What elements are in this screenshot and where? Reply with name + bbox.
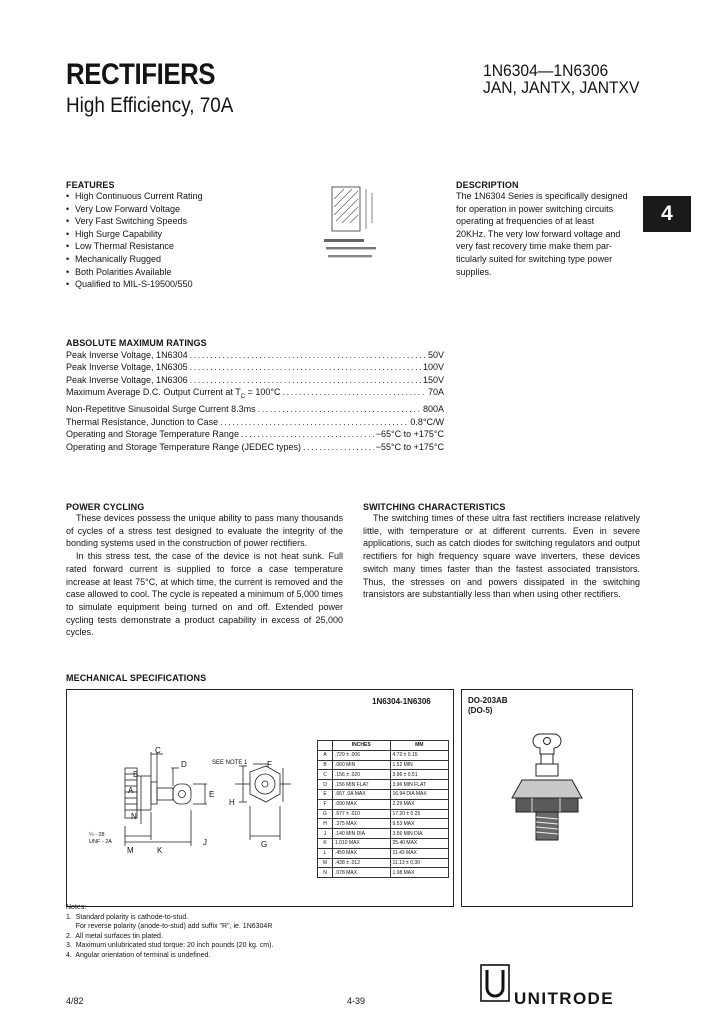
qualification-levels: JAN, JANTX, JANTXV [483, 78, 640, 97]
section-tab: 4 [643, 196, 691, 232]
table-cell: .677 ± .010 [333, 809, 391, 819]
notes-section [66, 903, 273, 961]
table-cell: L [318, 848, 333, 858]
table-cell: A [318, 750, 333, 760]
table-cell: 2.29 MAX [390, 799, 449, 809]
footer-date: 4/82 [66, 996, 84, 1006]
table-cell: C [318, 770, 333, 780]
dim-letter-n: N [131, 812, 137, 821]
table-cell: .078 MAX [333, 868, 391, 878]
mechanical-outline-drawing [67, 690, 317, 904]
leader-dots [220, 416, 408, 428]
rating-label: Peak Inverse Voltage, 1N6306 [66, 374, 188, 385]
feature-item: • Very Fast Switching Speeds [66, 215, 306, 228]
rating-row [66, 441, 444, 453]
table-header-cell: MM [390, 741, 449, 751]
leader-dots [190, 374, 421, 386]
table-cell: 3.96 MIN FLAT [390, 780, 449, 790]
table-cell: E [318, 789, 333, 799]
feature-item: • High Continuous Current Rating [66, 190, 306, 203]
ratings-section [66, 338, 444, 453]
switching-section [363, 502, 640, 601]
rating-label: Thermal Resistance, Junction to Case [66, 416, 219, 427]
rating-row [66, 374, 444, 386]
description-line: ticularly suited for switching type power [456, 253, 613, 264]
rating-label: Non-Repetitive Sinusoidal Surge Current 8.3ms [66, 404, 256, 415]
rating-value: 50V [427, 350, 444, 360]
power-cycling-section [66, 502, 343, 639]
part-numbers [483, 62, 639, 96]
dim-letter-c: C [155, 746, 161, 755]
table-row [318, 809, 449, 819]
table-header-cell [318, 741, 333, 751]
dim-letter-b: B [133, 770, 139, 779]
description-line: 20KHz. The very low forward voltage and [456, 228, 621, 239]
description-line: for operation in power switching circuits [456, 203, 614, 214]
table-cell: .667 .0A MAX [333, 789, 391, 799]
dim-letter-a: A [128, 786, 134, 795]
table-cell: 1.98 MAX [390, 868, 449, 878]
unitrode-logo-icon [480, 964, 510, 1004]
table-cell: 1.010 MAX [333, 838, 391, 848]
notes-heading: Notes: [66, 904, 87, 911]
rating-label: Maximum Average D.C. Output Current at $T_C = 100^\circ C$ [66, 387, 281, 401]
dim-letter-h: H [229, 798, 235, 807]
dimensions-table [317, 740, 449, 878]
rating-row [66, 349, 444, 361]
leader-dots [190, 349, 426, 361]
description-line: very fast recovery time make them par- [456, 241, 613, 252]
table-cell: 3.56 MIN DIA [390, 829, 449, 839]
paragraph: The switching times of these ultra fast rectifiers increase relatively little, with temperature or at different currents. Even in severe applications, such as catch diodes for switching regulators and output rectifiers for high frequency square wave inverters, these devices switch many times faster than the fastest associated transistors. Thus, the stresses on and powers dissipated in the switching transistors are substantially less than when using other rectifiers. [363, 513, 640, 600]
table-row [318, 750, 449, 760]
table-row [318, 848, 449, 858]
table-cell: 3.96 ± 0.51 [390, 770, 449, 780]
paragraph: In this stress test, the case of the device is not heat sunk. Full rated forward current is supplied to force a case temperature increase at least 75°C, at which time, the current is removed and the case allowed to cool. The cycle is repeated a minimum of 5,000 times to simulate equipment being turned on and off. Extended power cycling tests demonstrate a product capability in excess of 25,000 cycles. [66, 551, 343, 638]
package-label [468, 696, 508, 716]
description-line: supplies. [456, 266, 492, 277]
table-cell: .090 MAX [333, 799, 391, 809]
note-item: 1. Standard polarity is cathode-to-stud. [66, 913, 189, 921]
table-header-cell: INCHES [333, 741, 391, 751]
table-row [318, 819, 449, 829]
table-cell: .375 MAX [333, 819, 391, 829]
ratings-table [66, 349, 444, 453]
features-section [66, 180, 306, 291]
dim-letter-e: E [209, 790, 215, 799]
leader-dots [190, 361, 421, 373]
note-item: 4. Angular orientation of terminal is undefined. [66, 951, 211, 959]
table-cell: 17.20 ± 0.25 [390, 809, 449, 819]
table-cell: 9.53 MAX [390, 819, 449, 829]
table-cell: 25.40 MAX [390, 838, 449, 848]
rating-value: −65°C to +175°C [375, 429, 444, 440]
table-cell: 11.13 ± 0.30 [390, 858, 449, 868]
feature-item: • High Surge Capability [66, 228, 306, 241]
page-title: RECTIFIERS [66, 58, 216, 91]
dim-letter-j: J [203, 838, 207, 847]
mechanical-drawing-box [66, 689, 454, 907]
note-item: 3. Maximum unlubricated stud torque: 20 inch pounds (20 kg. cm). [66, 942, 274, 950]
rating-row [66, 403, 444, 415]
table-row [318, 780, 449, 790]
rating-value: 100V [422, 362, 444, 373]
description-heading: DESCRIPTION [456, 180, 519, 190]
package-do: (DO-5) [468, 706, 493, 715]
mechanical-part-label: 1N6304-1N6306 [372, 697, 431, 706]
leader-dots [258, 403, 421, 415]
leader-dots [303, 441, 374, 453]
leader-dots [282, 386, 426, 403]
feature-item: • Both Polarities Available [66, 266, 306, 279]
rating-row [66, 386, 444, 403]
see-note-label: SEE NOTE 1 [212, 760, 248, 766]
notes-list [66, 913, 273, 961]
features-list [66, 190, 306, 291]
table-cell: .450 MAX [333, 848, 391, 858]
feature-item: • Low Thermal Resistance [66, 240, 306, 253]
note-item: 2. All metal surfaces tin plated. [66, 932, 163, 940]
table-row [318, 799, 449, 809]
table-cell: M [318, 858, 333, 868]
table-cell: D [318, 780, 333, 790]
table-cell: 4.72 ± 0.15 [390, 750, 449, 760]
table-row [318, 858, 449, 868]
table-cell: .156 MIN FLAT [333, 780, 391, 790]
rating-value: 70A [427, 387, 444, 398]
table-cell: H [318, 819, 333, 829]
dim-letter-f: F [267, 760, 272, 769]
package-box [461, 689, 633, 907]
table-cell: N [318, 868, 333, 878]
paragraph: These devices possess the unique ability to pass many thousands of cycles of a stress test designed to evaluate the integrity of the bonding systems used in the construction of power rectifiers. [66, 513, 343, 549]
table-cell: .438 ± .012 [333, 858, 391, 868]
description-text [456, 190, 641, 278]
table-cell: B [318, 760, 333, 770]
dim-letter-d: D [181, 760, 187, 769]
table-cell: .156 ± .020 [333, 770, 391, 780]
thread-spec [89, 832, 112, 846]
dim-letter-m: M [127, 846, 134, 855]
page-number: 4-39 [347, 996, 366, 1006]
package-jedec: DO-203AB [468, 696, 508, 705]
rating-label: Peak Inverse Voltage, 1N6304 [66, 350, 188, 360]
dim-letter-k: K [157, 846, 163, 855]
table-row [318, 838, 449, 848]
table-cell: .140 MIN DIA [333, 829, 391, 839]
table-cell: 1.52 MIN [390, 760, 449, 770]
description-line: operating at frequencies of at least [456, 216, 595, 227]
table-cell: .729 ± .006 [333, 750, 391, 760]
part-range: 1N6304—1N6306 [483, 61, 609, 80]
leader-dots [241, 428, 374, 440]
package-illustration [502, 730, 592, 870]
rating-row [66, 416, 444, 428]
rating-value: 150V [422, 374, 444, 385]
table-cell: J [318, 829, 333, 839]
feature-item: • Qualified to MIL-S-19500/550 [66, 278, 306, 291]
table-row [318, 760, 449, 770]
switching-text [363, 512, 640, 601]
table-cell: 16.94 DIA MAX [390, 789, 449, 799]
note-item: For reverse polarity (anode-to-stud) add suffix "R", ie. 1N6304R [66, 923, 273, 931]
power-cycling-heading: POWER CYCLING [66, 502, 145, 512]
table-row [318, 770, 449, 780]
table-header-row [318, 741, 449, 751]
rating-value: 800A [422, 404, 444, 415]
rating-label: Operating and Storage Temperature Range [66, 429, 239, 440]
table-cell: F [318, 799, 333, 809]
features-heading: FEATURES [66, 180, 115, 190]
rating-label: Peak Inverse Voltage, 1N6305 [66, 362, 188, 373]
table-cell: K [318, 838, 333, 848]
table-cell: .060 MIN [333, 760, 391, 770]
package-sketch [322, 183, 388, 273]
switching-heading: SWITCHING CHARACTERISTICS [363, 502, 506, 512]
page-subtitle: High Efficiency, 70A [66, 94, 234, 117]
rating-row [66, 428, 444, 440]
feature-item: • Very Low Forward Voltage [66, 203, 306, 216]
thread-class: UNF - 2A [89, 839, 112, 845]
mechanical-heading: MECHANICAL SPECIFICATIONS [66, 673, 207, 683]
rating-value: −55°C to +175°C [375, 441, 444, 452]
table-cell: 11.43 MAX [390, 848, 449, 858]
description-section [456, 180, 641, 278]
ratings-heading: ABSOLUTE MAXIMUM RATINGS [66, 338, 207, 348]
thread-size: ¼ - 28 [89, 832, 105, 838]
table-row [318, 868, 449, 878]
power-cycling-text [66, 512, 343, 639]
rating-value: 0.8°C/W [410, 416, 444, 427]
table-row [318, 789, 449, 799]
description-line: The 1N6304 Series is specifically designed [456, 191, 628, 201]
rating-label: Operating and Storage Temperature Range (JEDEC types) [66, 441, 301, 452]
table-row [318, 829, 449, 839]
brand-name: UNITRODE [514, 989, 614, 1008]
table-cell: G [318, 809, 333, 819]
feature-item: • Mechanically Rugged [66, 253, 306, 266]
rating-row [66, 361, 444, 373]
dim-letter-g: G [261, 840, 268, 849]
